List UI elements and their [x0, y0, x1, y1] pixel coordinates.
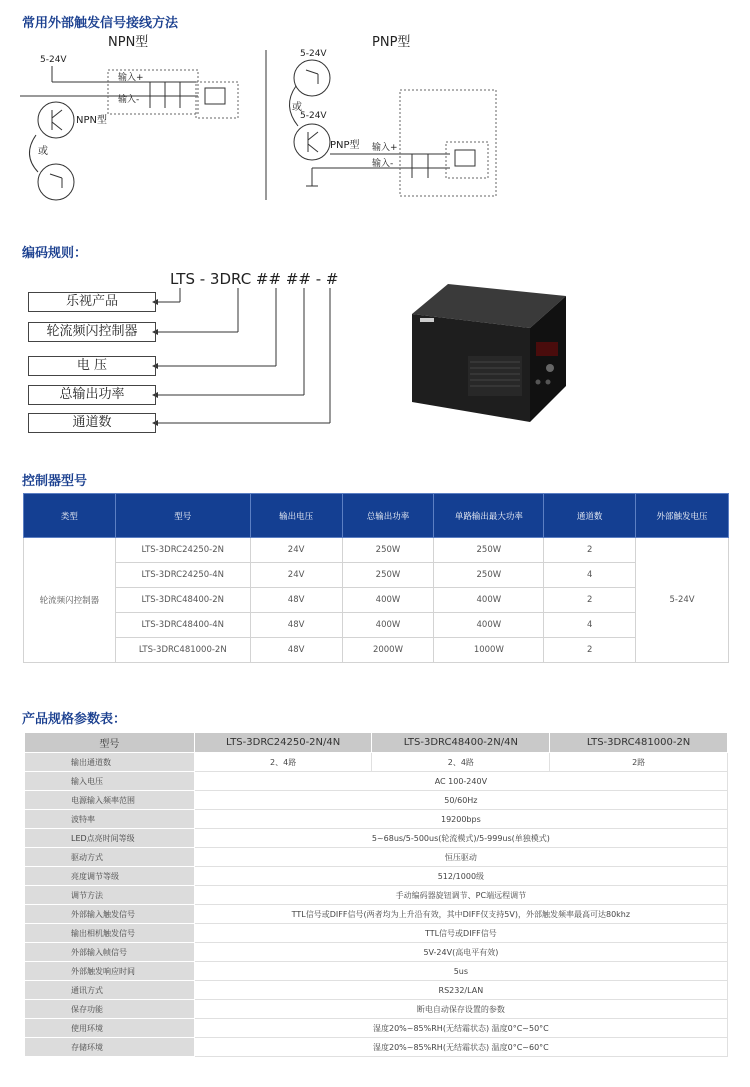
spec-label: 驱动方式 [25, 848, 195, 867]
spec-label: 调节方法 [25, 886, 195, 905]
pnp-input-plus: 输入+ [372, 143, 398, 153]
spec-label: 外部触发响应时间 [25, 962, 195, 981]
npn-voltage-label: 5-24V [40, 55, 67, 65]
pnp-voltage-label-1: 5-24V [300, 49, 327, 59]
spec-value: 手动编码器旋钮调节、PC端远程调节 [194, 886, 727, 905]
wiring-section-title: 常用外部触发信号接线方法 [22, 16, 179, 31]
models-header-power: 总输出功率 [342, 494, 434, 538]
spec-value: 湿度20%~85%RH(无结霜状态) 温度0°C~60°C [194, 1038, 727, 1057]
pnp-input-minus: 输入- [372, 159, 394, 169]
npn-title: NPN型 [108, 35, 149, 50]
spec-label: 外部输入帧信号 [25, 943, 195, 962]
spec-value: 2路 [550, 753, 728, 772]
spec-value: 恒压驱动 [194, 848, 727, 867]
max-power-cell: 1000W [434, 638, 544, 663]
npn-input-plus: 输入+ [118, 73, 144, 83]
spec-value: 5V-24V(高电平有效) [194, 943, 727, 962]
voltage-cell: 24V [250, 538, 342, 563]
channels-cell: 4 [544, 613, 636, 638]
spec-label: 输出相机触发信号 [25, 924, 195, 943]
model-cell: LTS-3DRC48400-2N [115, 588, 250, 613]
model-cell: LTS-3DRC24250-4N [115, 563, 250, 588]
table-row [24, 588, 729, 613]
spec-value: 50/60Hz [194, 791, 727, 810]
npn-input-minus: 输入- [118, 95, 140, 105]
spec-label: 使用环境 [25, 1019, 195, 1038]
code-item-channels: 通道数 [28, 413, 156, 433]
specs-header-col-3: LTS-3DRC481000-2N [550, 733, 728, 753]
pnp-voltage-label-2: 5-24V [300, 111, 327, 121]
power-cell: 250W [342, 538, 434, 563]
table-row [25, 981, 728, 1000]
max-power-cell: 400W [434, 588, 544, 613]
spec-value: 断电自动保存设置的参数 [194, 1000, 727, 1019]
table-row [25, 943, 728, 962]
specs-header-model: 型号 [25, 733, 195, 753]
voltage-cell: 48V [250, 588, 342, 613]
coding-diagram [0, 260, 750, 445]
npn-or-label: 或 [38, 146, 48, 157]
table-row [25, 1038, 728, 1057]
channels-cell: 2 [544, 638, 636, 663]
models-header-type: 类型 [24, 494, 116, 538]
channels-cell: 2 [544, 588, 636, 613]
spec-value: 5~68us/5-500us(轮流模式)/5-999us(单独模式) [194, 829, 727, 848]
code-format: LTS - 3DRC ## ## - # [170, 270, 339, 288]
spec-value: 湿度20%~85%RH(无结霜状态) 温度0°C~50°C [194, 1019, 727, 1038]
max-power-cell: 250W [434, 538, 544, 563]
npn-transistor-label: NPN型 [76, 115, 107, 126]
table-row [24, 538, 729, 563]
spec-value: RS232/LAN [194, 981, 727, 1000]
power-cell: 400W [342, 613, 434, 638]
spec-label: 亮度调节等级 [25, 867, 195, 886]
power-cell: 2000W [342, 638, 434, 663]
spec-value: 19200bps [194, 810, 727, 829]
code-item-controller: 轮流频闪控制器 [28, 322, 156, 342]
models-type-cell: 轮流频闪控制器 [24, 538, 116, 663]
table-row [25, 791, 728, 810]
specs-header-row [25, 733, 728, 753]
spec-value: 2、4路 [194, 753, 372, 772]
table-row [25, 1019, 728, 1038]
table-row [25, 829, 728, 848]
table-row [25, 867, 728, 886]
product-image [408, 282, 568, 442]
spec-value: 2、4路 [372, 753, 550, 772]
models-header-model: 型号 [115, 494, 250, 538]
models-table [23, 493, 729, 663]
spec-label: 保存功能 [25, 1000, 195, 1019]
spec-value: 512/1000级 [194, 867, 727, 886]
table-row [24, 613, 729, 638]
pnp-transistor-label: PNP型 [330, 140, 360, 151]
spec-label: 输出通道数 [25, 753, 195, 772]
specs-section-title: 产品规格参数表： [22, 712, 127, 727]
table-row [25, 905, 728, 924]
power-cell: 250W [342, 563, 434, 588]
spec-value: 5us [194, 962, 727, 981]
specs-table [24, 732, 728, 1057]
wiring-diagram [0, 30, 750, 210]
pnp-or-label: 或 [292, 102, 302, 113]
spec-label: 输入电压 [25, 772, 195, 791]
channels-cell: 4 [544, 563, 636, 588]
model-cell: LTS-3DRC48400-4N [115, 613, 250, 638]
table-row [25, 886, 728, 905]
table-row [25, 753, 728, 772]
max-power-cell: 400W [434, 613, 544, 638]
table-row [24, 563, 729, 588]
spec-label: 通讯方式 [25, 981, 195, 1000]
spec-label: 外部输入触发信号 [25, 905, 195, 924]
voltage-cell: 24V [250, 563, 342, 588]
spec-label: LED点亮时间等级 [25, 829, 195, 848]
models-header-channels: 通道数 [544, 494, 636, 538]
models-header-voltage: 输出电压 [250, 494, 342, 538]
code-item-power: 总输出功率 [28, 385, 156, 405]
channels-cell: 2 [544, 538, 636, 563]
table-row [25, 772, 728, 791]
model-cell: LTS-3DRC481000-2N [115, 638, 250, 663]
table-row [25, 924, 728, 943]
models-header-max-power: 单路输出最大功率 [434, 494, 544, 538]
pnp-title: PNP型 [372, 35, 411, 50]
spec-label: 电源输入频率范围 [25, 791, 195, 810]
table-row [25, 962, 728, 981]
table-row [24, 638, 729, 663]
models-section-title: 控制器型号 [22, 474, 88, 489]
spec-label: 波特率 [25, 810, 195, 829]
code-item-voltage: 电 压 [28, 356, 156, 376]
spec-label: 存储环境 [25, 1038, 195, 1057]
spec-value: TTL信号或DIFF信号(两者均为上升沿有效，其中DIFF仅支持5V)，外部触发频率最高可达80khz [194, 905, 727, 924]
table-row [25, 848, 728, 867]
models-header-trigger: 外部触发电压 [636, 494, 729, 538]
coding-section-title: 编码规则： [22, 246, 88, 261]
max-power-cell: 250W [434, 563, 544, 588]
spec-value: AC 100-240V [194, 772, 727, 791]
voltage-cell: 48V [250, 638, 342, 663]
models-header-row [24, 494, 729, 538]
code-item-product: 乐视产品 [28, 292, 156, 312]
power-cell: 400W [342, 588, 434, 613]
specs-header-col-2: LTS-3DRC48400-2N/4N [372, 733, 550, 753]
models-trigger-cell: 5-24V [636, 538, 729, 663]
model-cell: LTS-3DRC24250-2N [115, 538, 250, 563]
specs-header-col-1: LTS-3DRC24250-2N/4N [194, 733, 372, 753]
table-row [25, 1000, 728, 1019]
voltage-cell: 48V [250, 613, 342, 638]
table-row [25, 810, 728, 829]
spec-value: TTL信号或DIFF信号 [194, 924, 727, 943]
